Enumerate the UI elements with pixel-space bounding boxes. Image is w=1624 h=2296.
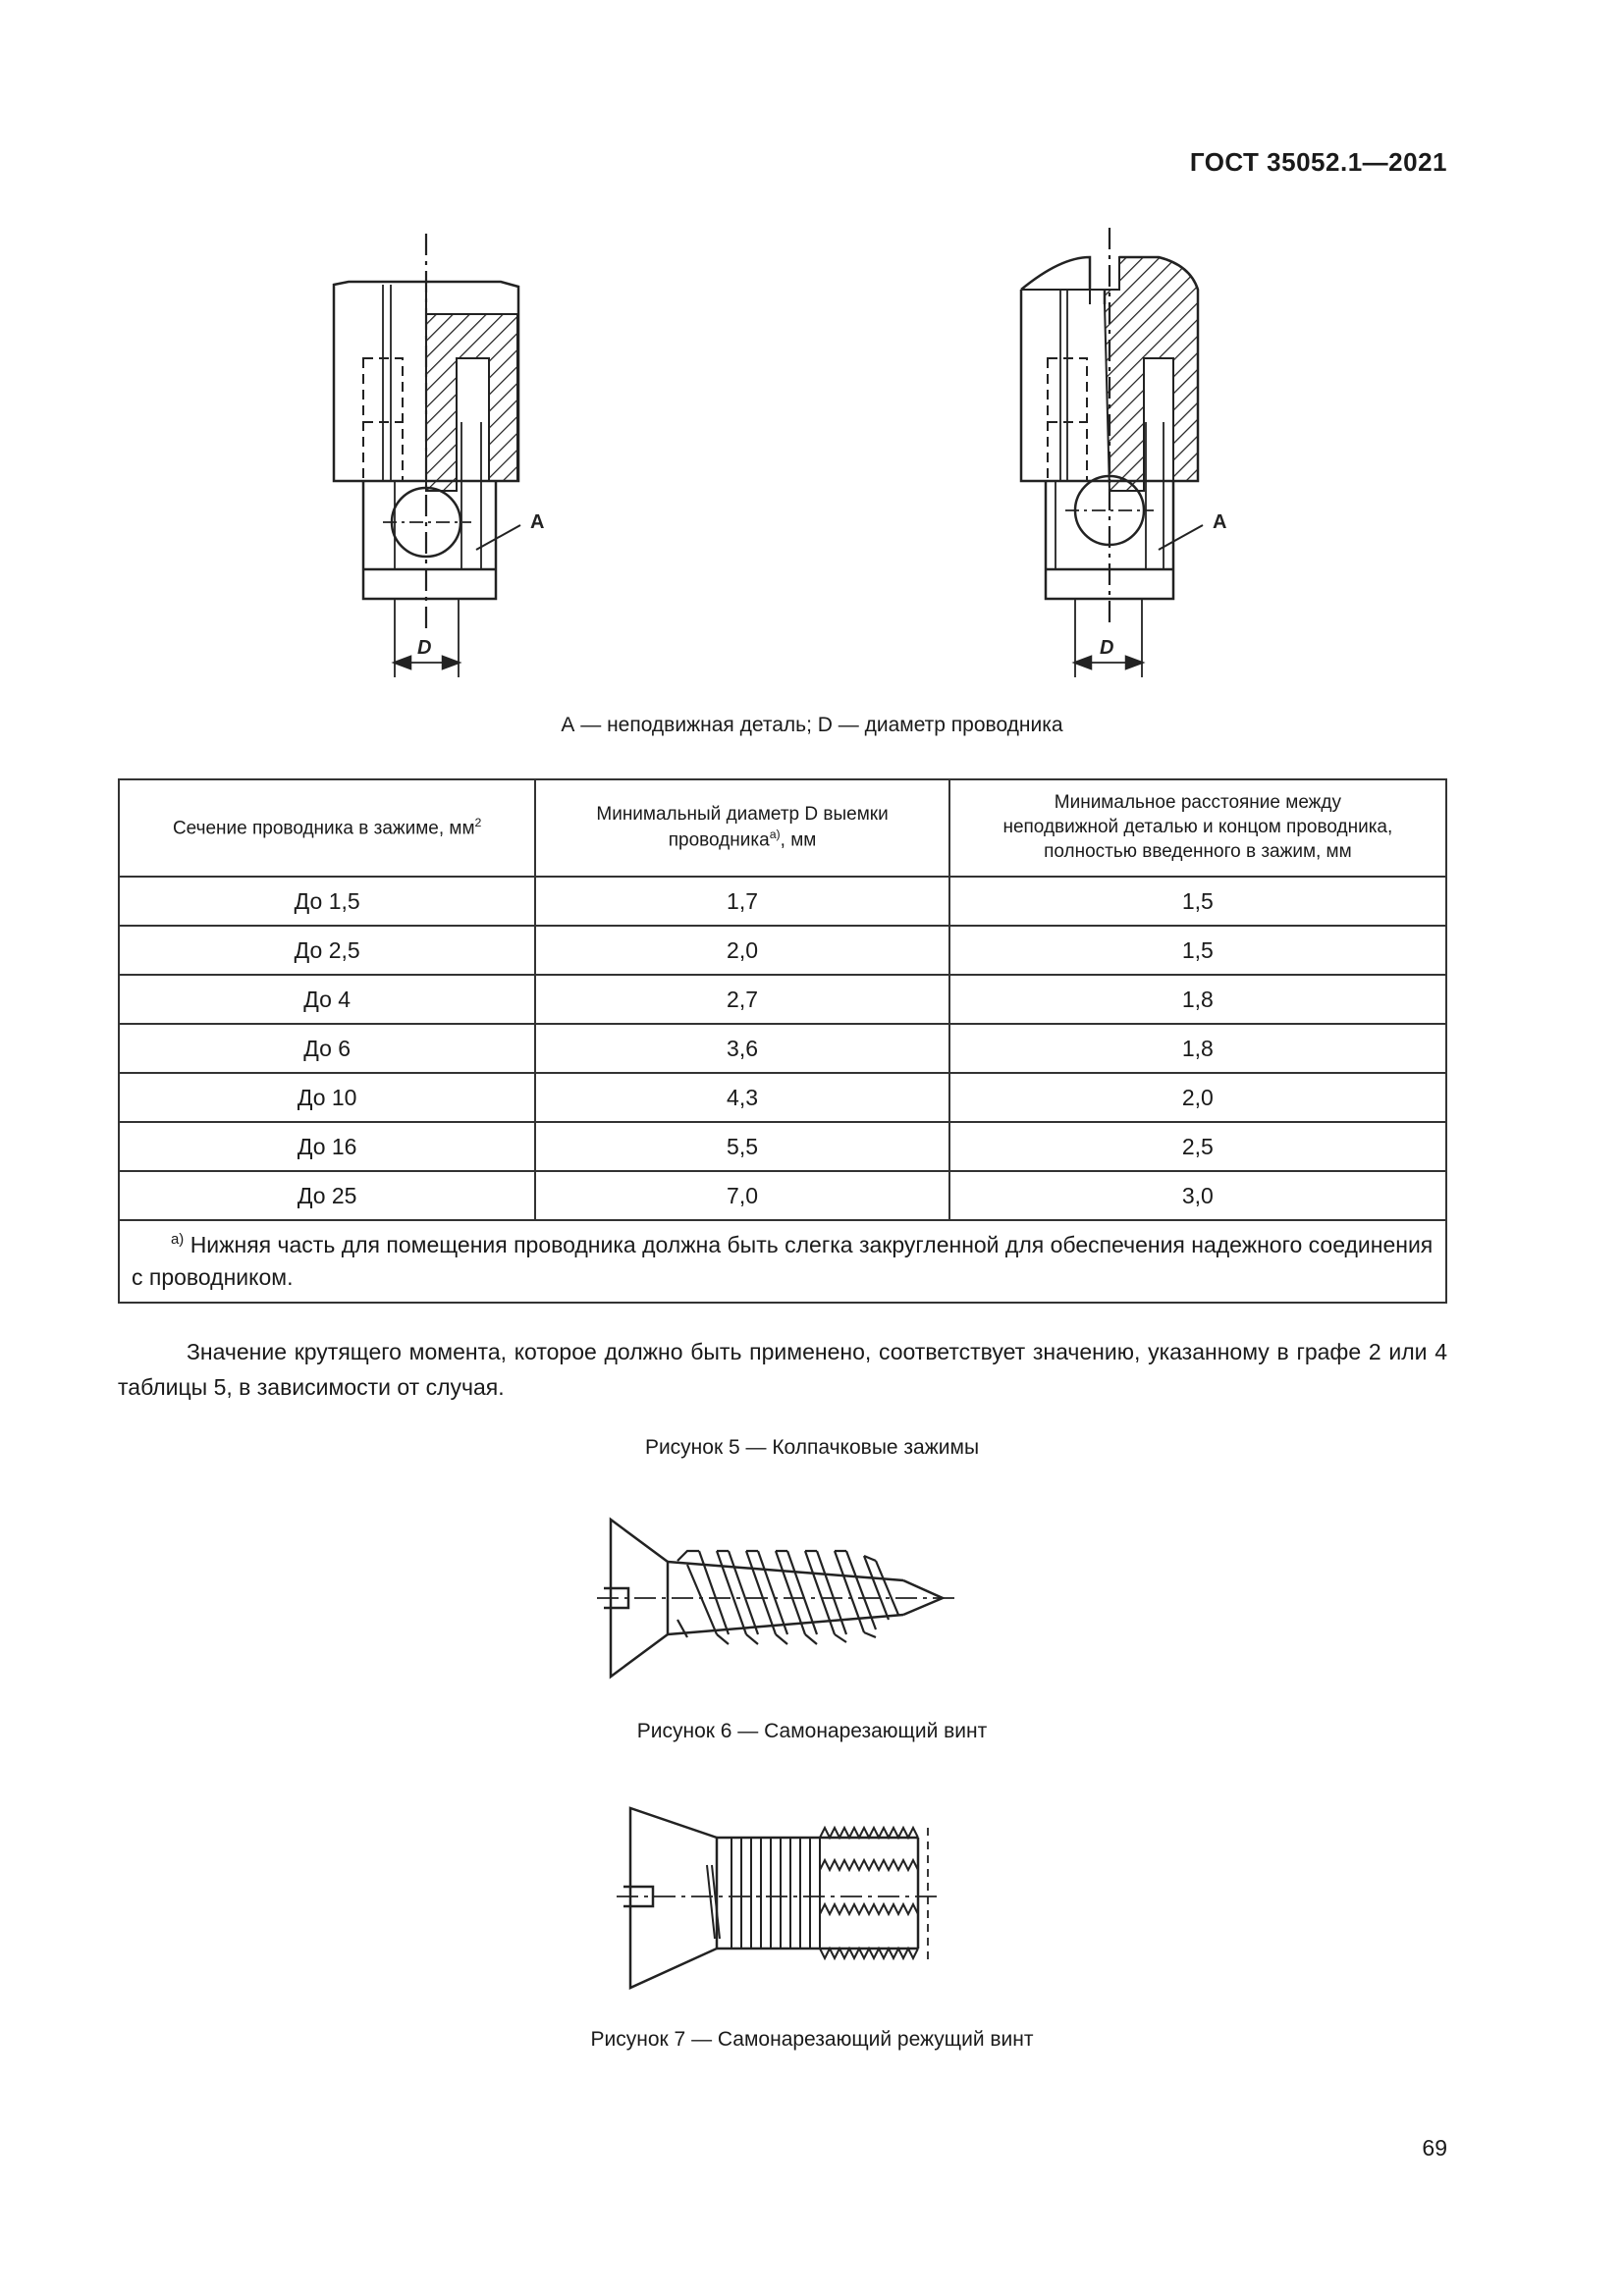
cell-diameter: 2,7 [535, 975, 948, 1024]
label-a-right: A [1213, 511, 1227, 533]
label-d-right: D [1100, 637, 1114, 659]
cell-section: До 25 [119, 1171, 535, 1220]
table-footnote: $^{a)}$ Нижняя часть для помещения проводника должна быть слегка закругленной для обеспечения надежного соединения с проводником. [119, 1220, 1446, 1303]
cell-diameter: 7,0 [535, 1171, 948, 1220]
cell-section: До 16 [119, 1122, 535, 1171]
cell-section: До 2,5 [119, 926, 535, 975]
figure-5-drawing [0, 216, 1624, 687]
figure-5-caption: Рисунок 5 — Колпачковые зажимы [644, 1436, 980, 1459]
table-row [119, 1122, 1446, 1171]
cell-section: До 1,5 [119, 877, 535, 926]
figure-6-self-tapping-screw [589, 1507, 982, 1683]
figure-7-caption: Рисунок 7 — Самонарезающий режущий винт [590, 2028, 1034, 2051]
header-section: Сечение проводника в зажиме, $мм^2$ [119, 779, 535, 877]
cell-diameter: 4,3 [535, 1073, 948, 1122]
table-row [119, 1073, 1446, 1122]
cell-distance: 2,5 [949, 1122, 1446, 1171]
label-a-left: A [530, 511, 545, 533]
cell-section: До 10 [119, 1073, 535, 1122]
header-diameter: Минимальный диаметр D выемки проводника$^{a)}$, мм [535, 779, 948, 877]
figure-6-caption: Рисунок 6 — Самонарезающий винт [636, 1720, 988, 1742]
figure-5-legend: А — неподвижная деталь; D — диаметр проводника [561, 714, 1063, 736]
table-row [119, 975, 1446, 1024]
cap-clamp-right [1021, 228, 1203, 677]
cell-distance: 3,0 [949, 1171, 1446, 1220]
cell-distance: 1,8 [949, 1024, 1446, 1073]
table-row [119, 1171, 1446, 1220]
cell-diameter: 2,0 [535, 926, 948, 975]
table-footnote-row [119, 1220, 1446, 1303]
header-distance: Минимальное расстояние между неподвижной деталью и концом проводника, полностью введенного в зажим, мм [949, 779, 1446, 877]
cell-diameter: 1,7 [535, 877, 948, 926]
conductor-table [118, 778, 1447, 1304]
label-d-left: D [417, 637, 432, 659]
cell-section: До 4 [119, 975, 535, 1024]
cell-distance: 1,5 [949, 926, 1446, 975]
figure-7-thread-cutting-screw [609, 1796, 962, 1993]
table-header-row [119, 779, 1446, 877]
table-row [119, 877, 1446, 926]
page-number: 69 [1422, 2135, 1447, 2161]
table-row [119, 926, 1446, 975]
table-row [119, 1024, 1446, 1073]
cap-clamp-left [334, 234, 520, 677]
document-number: ГОСТ 35052.1—2021 [1189, 147, 1447, 177]
cell-diameter: 3,6 [535, 1024, 948, 1073]
body-paragraph: Значение крутящего момента, которое должно быть применено, соответствует значению, указанному в графе 2 или 4 таблицы 5, в зависимости от случая. [118, 1339, 1447, 1400]
cell-distance: 2,0 [949, 1073, 1446, 1122]
cell-section: До 6 [119, 1024, 535, 1073]
cell-diameter: 5,5 [535, 1122, 948, 1171]
cell-distance: 1,5 [949, 877, 1446, 926]
cell-distance: 1,8 [949, 975, 1446, 1024]
